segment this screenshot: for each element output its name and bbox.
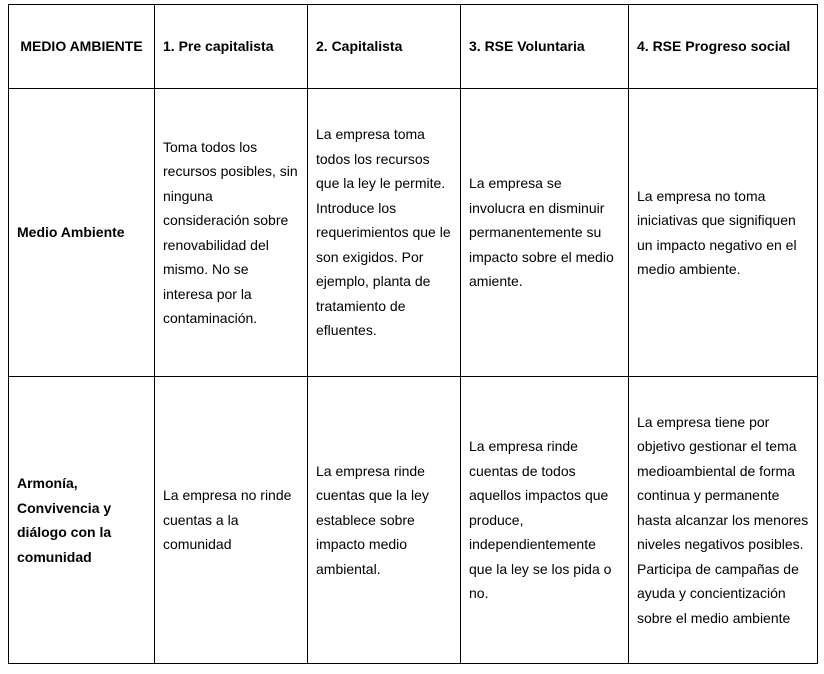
column-header-pre-capitalista: 1. Pre capitalista <box>155 5 308 89</box>
table-cell: La empresa rinde cuentas de todos aquellos impactos que produce, independientemente que la ley se los pida o no. <box>461 377 629 664</box>
rse-environment-table <box>8 4 818 664</box>
column-header-rse-voluntaria: 3. RSE Voluntaria <box>461 5 629 89</box>
column-header-rse-progreso-social: 4. RSE Progreso social <box>629 5 818 89</box>
table-header-row <box>9 5 818 89</box>
table-row <box>9 89 818 377</box>
column-header-capitalista: 2. Capitalista <box>308 5 461 89</box>
table-cell: La empresa rinde cuentas que la ley establece sobre impacto medio ambiental. <box>308 377 461 664</box>
row-header-medio-ambiente: Medio Ambiente <box>9 89 155 377</box>
table-cell: La empresa no rinde cuentas a la comunidad <box>155 377 308 664</box>
corner-header-cell: MEDIO AMBIENTE <box>9 5 155 89</box>
table-cell: La empresa toma todos los recursos que la ley le permite. Introduce los requerimientos que le son exigidos. Por ejemplo, planta de tratamiento de efluentes. <box>308 89 461 377</box>
table-cell: La empresa tiene por objetivo gestionar el tema medioambiental de forma continua y permanente hasta alcanzar los menores niveles negativos posibles. Participa de campañas de ayuda y concientización sobre el medio ambiente <box>629 377 818 664</box>
table-row <box>9 377 818 664</box>
table-cell: Toma todos los recursos posibles, sin ninguna consideración sobre renovabilidad del mismo. No se interesa por la contaminación. <box>155 89 308 377</box>
table-cell: La empresa no toma iniciativas que signifiquen un impacto negativo en el medio ambiente. <box>629 89 818 377</box>
row-header-armonia-comunidad: Armonía, Convivencia y diálogo con la comunidad <box>9 377 155 664</box>
table-cell: La empresa se involucra en disminuir permanentemente su impacto sobre el medio amiente. <box>461 89 629 377</box>
